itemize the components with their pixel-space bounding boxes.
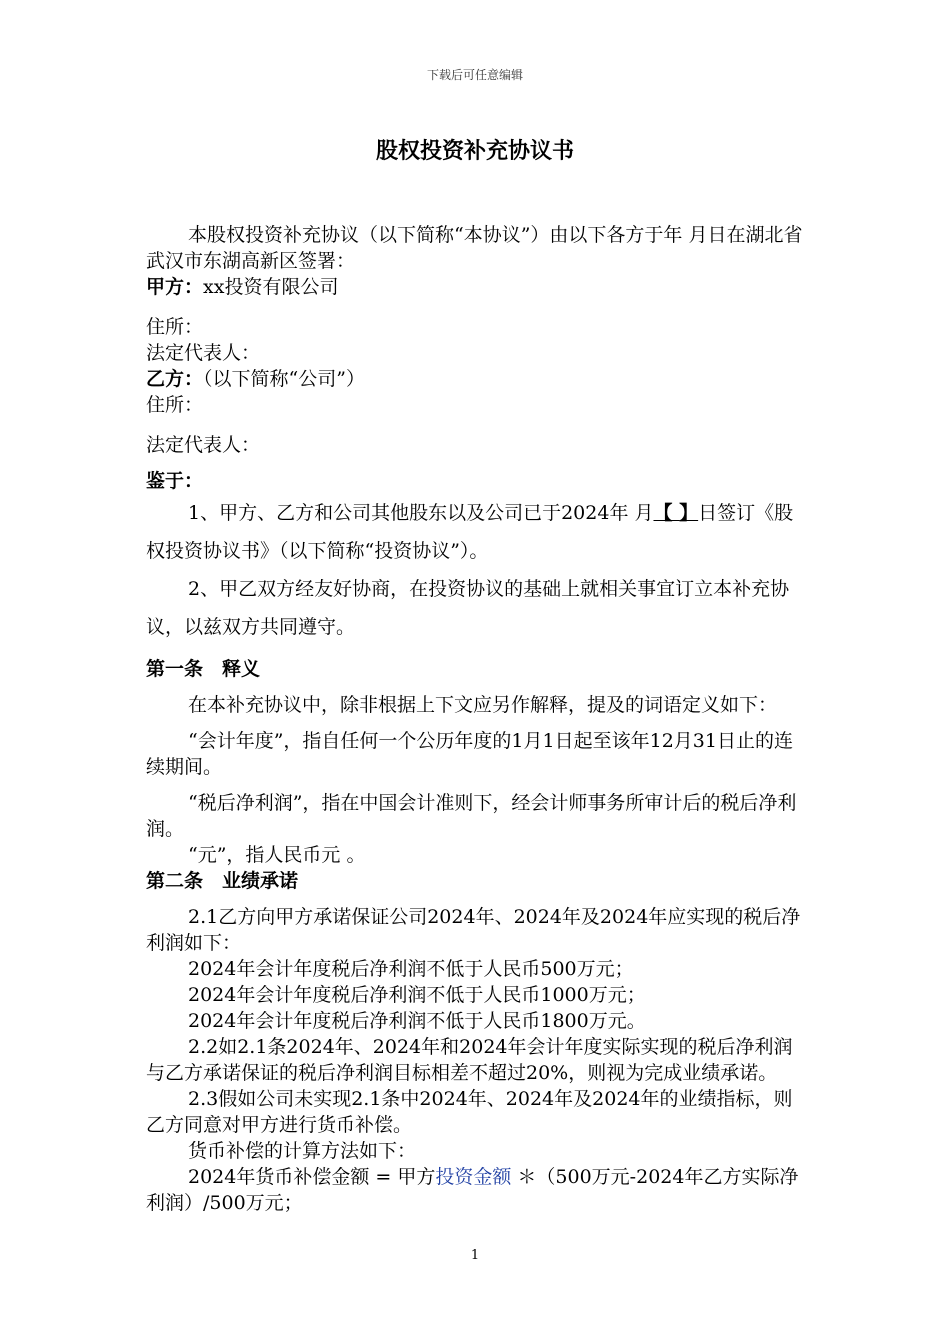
- article-2-p2: 2024年会计年度税后净利润不低于人民币500万元；: [188, 958, 634, 980]
- party-b-representative: 法定代表人：: [146, 434, 261, 456]
- formula-text: 2024年货币补偿金额 = 甲方: [188, 1166, 436, 1188]
- intro-paragraph: 本股权投资补充协议（以下简称“本协议”）由以下各方于年 月日在湖北省武汉市东湖高新区签署：: [146, 224, 803, 272]
- article-1-p3: “税后净利润”，指在中国会计准则下，经会计师事务所审计后的税后净利润。: [146, 792, 797, 840]
- party-b-name: （以下简称“公司”）: [203, 368, 365, 390]
- document-body: [146, 222, 806, 1216]
- article-1-p1: 在本补充协议中，除非根据上下文应另作解释，提及的词语定义如下：: [188, 694, 778, 716]
- date-bracket-open: 【: [653, 502, 680, 524]
- investment-amount-link[interactable]: 投资金额: [435, 1166, 512, 1188]
- whereas-heading: 鉴于：: [146, 470, 204, 492]
- whereas-item-1: [146, 494, 806, 570]
- date-bracket-close: 】: [679, 502, 699, 524]
- party-a-name: xx投资有限公司: [203, 276, 339, 298]
- header-note: 下载后可任意编辑: [426, 68, 523, 82]
- article-2-p5: 2.2如2.1条2024年、2024年和2024年会计年度实际实现的税后净利润与乙方承诺保证的税后净利润目标相差不超过20%，则视为完成业绩承诺。: [146, 1036, 793, 1084]
- article-2-heading: 第二条 业绩承诺: [146, 870, 299, 892]
- whereas-item-2: 2、甲乙双方经友好协商，在投资协议的基础上就相关事宜订立本补充协议，以兹双方共同遵守。: [146, 578, 790, 638]
- article-1-p2: “会计年度”，指自任何一个公历年度的1月1日起至该年12月31日止的连续期间。: [146, 730, 793, 778]
- party-b-label: 乙方：: [146, 368, 204, 390]
- article-2-p6: 2.3假如公司未实现2.1条中2024年、2024年及2024年的业绩指标，则乙方同意对甲方进行货币补偿。: [146, 1088, 793, 1136]
- party-a-address: 住所：: [146, 316, 204, 338]
- page-number: 1: [470, 1248, 480, 1263]
- article-2-p1: 2.1乙方向甲方承诺保证公司2024年、2024年及2024年应实现的税后净利润如下：: [146, 906, 801, 954]
- party-b-address: 住所：: [146, 394, 204, 416]
- whereas-1-text-post: 日签订《股权投资协议书》（以下简称“投资协议”）。: [146, 502, 794, 562]
- party-a-representative: 法定代表人：: [146, 342, 261, 364]
- article-1-p4: “元”，指人民币元 。: [188, 844, 366, 866]
- party-b-line: [146, 366, 806, 392]
- party-a-line: [146, 274, 806, 300]
- party-a-label: 甲方：: [146, 276, 204, 298]
- article-2-p3: 2024年会计年度税后净利润不低于人民币1000万元；: [188, 984, 646, 1006]
- article-2-p8: [146, 1164, 806, 1216]
- article-2-p4: 2024年会计年度税后净利润不低于人民币1800万元。: [188, 1010, 646, 1032]
- document-title: 股权投资补充协议书: [375, 139, 574, 164]
- article-1-heading: 第一条 释义: [146, 658, 261, 680]
- article-2-p7: 货币补偿的计算方法如下：: [188, 1140, 417, 1162]
- formula-text-post: ＊（500万元-2024年乙方实际净利润）/500万元；: [146, 1166, 799, 1214]
- whereas-1-text: 1、甲方、乙方和公司其他股东以及公司已于2024年 月: [188, 502, 654, 524]
